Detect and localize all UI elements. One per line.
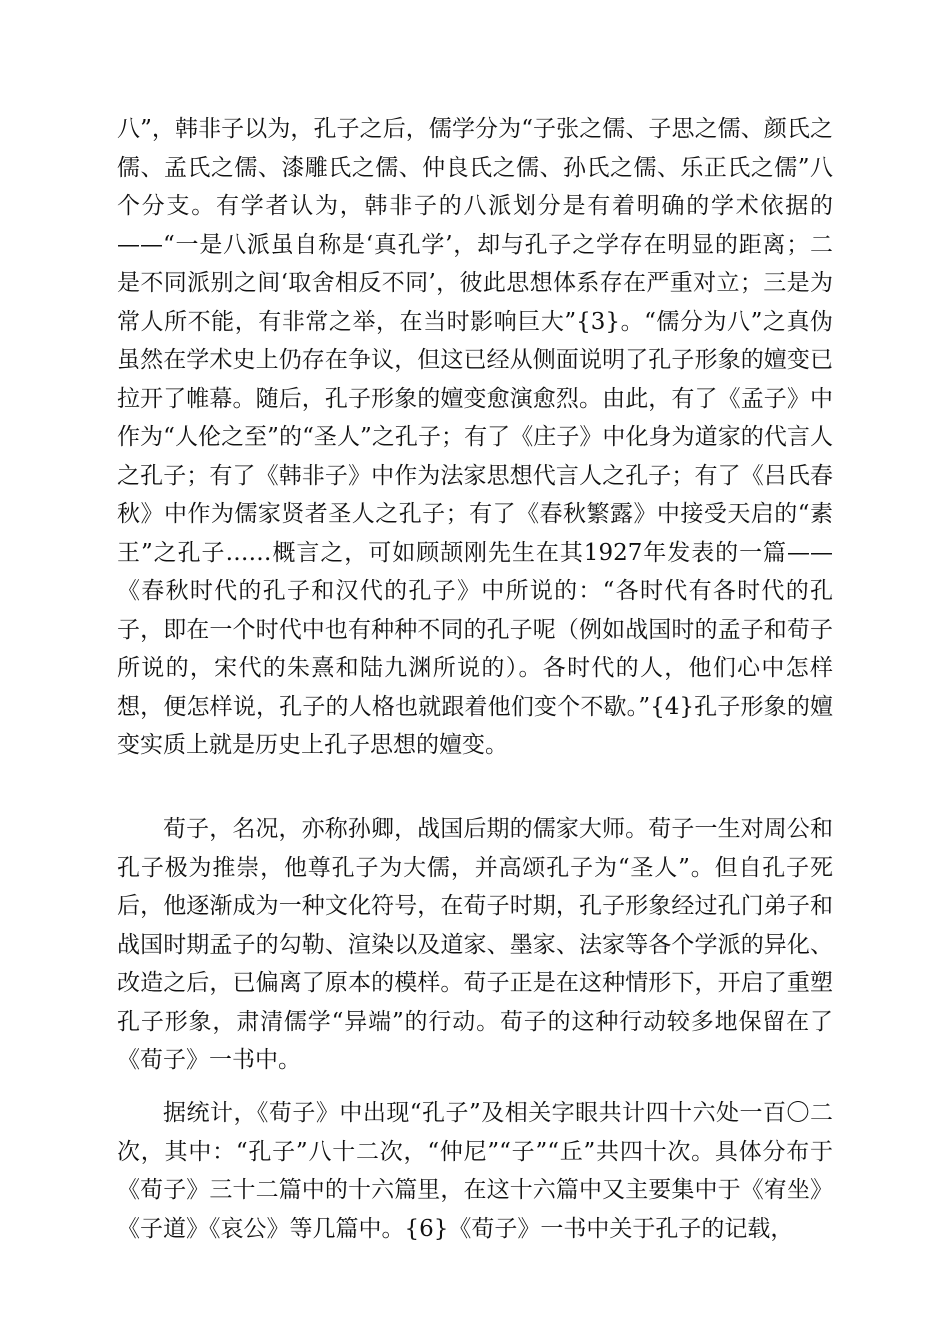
paragraph-1: 八”，韩非子以为，孔子之后，儒学分为“子张之儒、子思之儒、颜氏之儒、孟氏之儒、漆雕氏之儒、仲良氏之儒、孙氏之儒、乐正氏之儒”八个分支。有学者认为，韩非子的八派划分是有着明确的学术依据的——“一是八派虽自称是‘真孔学’，却与孔子之学存在明显的距离；二是不同派别之间‘取舍相反不同’，彼此思想体系存在严重对立；三是为常人所不能，有非常之举，在当时影响巨大”{3}。“儒分为八”之真伪虽然在学术史上仍存在争议，但这已经从侧面说明了孔子形象的嬗变已拉开了帷幕。随后，孔子形象的嬗变愈演愈烈。由此，有了《孟子》中作为“人伦之至”的“圣人”之孔子；有了《庄子》中化身为道家的代言人之孔子；有了《韩非子》中作为法家思想代言人之孔子；有了《吕氏春秋》中作为儒家贤者圣人之孔子；有了《春秋繁露》中接受天启的“素王”之孔子……概言之，可如顾颉刚先生在其1927年发表的一篇——《春秋时代的孔子和汉代的孔子》中所说的：“各时代有各时代的孔子，即在一个时代中也有种种不同的孔子呢（例如战国时的孟子和荀子所说的，宋代的朱熹和陆九渊所说的）。各时代的人，他们心中怎样想，便怎样说，孔子的人格也就跟着他们变个不歇。”{4}孔子形象的嬗变实质上就是历史上孔子思想的嬗变。 xyxy=(117,116,833,758)
paragraph-3: 据统计，《荀子》中出现“孔子”及相关字眼共计四十六处一百〇二次，其中：“孔子”八十二次，“仲尼”“子”“丘”共四十次。具体分布于《荀子》三十二篇中的十六篇里，在这十六篇中又主要集中于《宥坐》《子道》《哀公》等几篇中。{6}《荀子》一书中关于孔子的记载， xyxy=(117,1100,833,1242)
paragraph-2: 荀子，名况，亦称孙卿，战国后期的儒家大师。荀子一生对周公和孔子极为推崇，他尊孔子为大儒，并高颂孔子为“圣人”。但自孔子死后，他逐渐成为一种文化符号，在荀子时期，孔子形象经过孔门弟子和战国时期孟子的勾勒、渲染以及道家、墨家、法家等各个学派的异化、改造之后，已偏离了原本的模样。荀子正是在这种情形下，开启了重塑孔子形象，肃清儒学“异端”的行动。荀子的这种行动较多地保留在了《荀子》一书中。 xyxy=(117,816,833,1073)
